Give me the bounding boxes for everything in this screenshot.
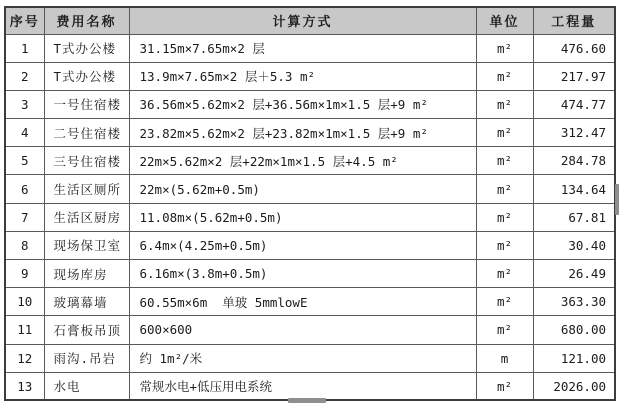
cell-unit: m² [476,119,533,147]
cell-row-number: 12 [5,344,44,372]
cell-unit: m² [476,288,533,316]
cell-quantity: 284.78 [533,147,615,175]
table-row [5,344,615,372]
table-row [5,90,615,118]
cell-cost-name: 石膏板吊顶 [44,316,129,344]
header-cell-name: 费用名称 [44,7,129,34]
header-cell-qty: 工程量 [533,7,615,34]
cell-quantity: 680.00 [533,316,615,344]
cell-quantity: 474.77 [533,90,615,118]
table-row [5,147,615,175]
cell-cost-name: 生活区厕所 [44,175,129,203]
cell-unit: m² [476,260,533,288]
cell-cost-name: T式办公楼 [44,62,129,90]
cell-quantity: 26.49 [533,260,615,288]
cell-unit: m [476,344,533,372]
cell-row-number: 4 [5,119,44,147]
table-row [5,231,615,259]
cell-cost-name: 雨沟.吊岩 [44,344,129,372]
cell-unit: m² [476,147,533,175]
cell-unit: m² [476,316,533,344]
cell-row-number: 9 [5,260,44,288]
cell-calculation: 6.4m×(4.25m+0.5m) [129,231,476,259]
table-row [5,372,615,400]
cell-cost-name: 生活区厨房 [44,203,129,231]
cell-cost-name: 二号住宿楼 [44,119,129,147]
cell-calculation: 13.9m×7.65m×2 层＋5.3 m² [129,62,476,90]
cell-calculation: 22m×(5.62m+0.5m) [129,175,476,203]
table-row [5,203,615,231]
cell-quantity: 476.60 [533,34,615,62]
table-body [5,34,615,400]
cell-quantity: 312.47 [533,119,615,147]
cell-unit: m² [476,90,533,118]
cell-quantity: 217.97 [533,62,615,90]
cell-unit: m² [476,34,533,62]
table-row [5,62,615,90]
cell-unit: m² [476,372,533,400]
cell-quantity: 363.30 [533,288,615,316]
cell-cost-name: 现场保卫室 [44,231,129,259]
cell-calculation: 6.16m×(3.8m+0.5m) [129,260,476,288]
cell-row-number: 8 [5,231,44,259]
cell-unit: m² [476,62,533,90]
cell-row-number: 11 [5,316,44,344]
cell-calculation: 约 1m²/米 [129,344,476,372]
cell-row-number: 3 [5,90,44,118]
cell-row-number: 13 [5,372,44,400]
header-row [5,7,615,34]
table-row [5,288,615,316]
cell-quantity: 30.40 [533,231,615,259]
cell-calculation: 23.82m×5.62m×2 层+23.82m×1m×1.5 层+9 m² [129,119,476,147]
cell-unit: m² [476,231,533,259]
cell-row-number: 2 [5,62,44,90]
cell-unit: m² [476,203,533,231]
cell-cost-name: 水电 [44,372,129,400]
cell-calculation: 600×600 [129,316,476,344]
cell-row-number: 6 [5,175,44,203]
header-cell-unit: 单位 [476,7,533,34]
cell-calculation: 22m×5.62m×2 层+22m×1m×1.5 层+4.5 m² [129,147,476,175]
table-row [5,34,615,62]
cell-calculation: 常规水电+低压用电系统 [129,372,476,400]
cell-row-number: 7 [5,203,44,231]
cell-calculation: 60.55m×6m 单玻 5mmlowE [129,288,476,316]
cell-calculation: 31.15m×7.65m×2 层 [129,34,476,62]
cell-quantity: 67.81 [533,203,615,231]
table-row [5,260,615,288]
table-row [5,119,615,147]
cell-quantity: 134.64 [533,175,615,203]
header-cell-calc: 计算方式 [129,7,476,34]
cell-cost-name: 一号住宿楼 [44,90,129,118]
table-row [5,175,615,203]
cell-row-number: 1 [5,34,44,62]
cell-cost-name: 玻璃幕墙 [44,288,129,316]
scrollbar-thumb-bottom[interactable] [288,398,326,403]
cell-unit: m² [476,175,533,203]
cell-cost-name: 现场库房 [44,260,129,288]
cell-row-number: 5 [5,147,44,175]
cell-row-number: 10 [5,288,44,316]
cell-calculation: 11.08m×(5.62m+0.5m) [129,203,476,231]
cell-calculation: 36.56m×5.62m×2 层+36.56m×1m×1.5 层+9 m² [129,90,476,118]
cell-cost-name: 三号住宿楼 [44,147,129,175]
cell-quantity: 2026.00 [533,372,615,400]
cell-cost-name: T式办公楼 [44,34,129,62]
scrollbar-thumb-right[interactable] [615,184,619,215]
table-row [5,316,615,344]
cell-quantity: 121.00 [533,344,615,372]
table-header [5,7,615,34]
quantity-table [4,6,616,401]
header-cell-no: 序号 [5,7,44,34]
